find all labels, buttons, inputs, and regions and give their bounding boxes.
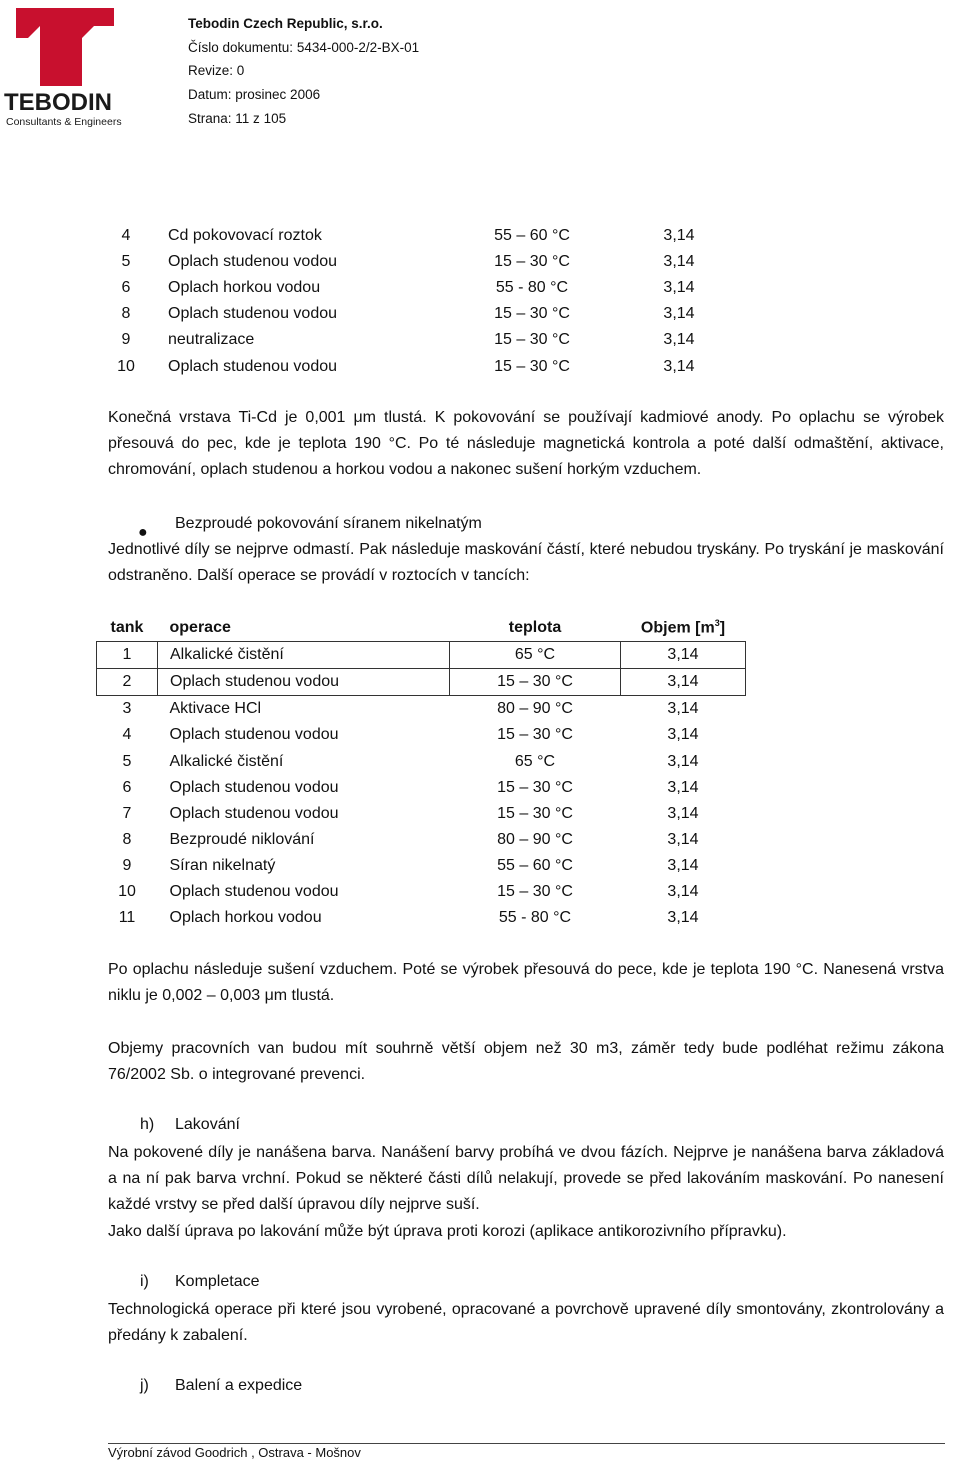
cell-operation: Cd pokovovací roztok [168,227,322,245]
cell-temperature: 55 – 60 °C [497,856,573,874]
cell-tank: 6 [122,778,132,796]
cell-operation: Oplach studenou vodou [169,804,339,822]
cell-tank: 8 [122,830,132,848]
section-i-number: i) [140,1273,149,1290]
cell-tank: 2 [97,669,158,696]
paragraph-painting: Na pokovené díly je nanášena barva. Nanášení barvy probíhá ve dvou fázích. Nejprve je nanášena barva základová a na ní pak barva vrchní. Pokud se některé části dílů nelakují, provede se před lakováním maskování. Po nanesení každé vrstvy se před další úpravou díly nejprve suší. [108,1144,944,1214]
paragraph-assembly: Technologická operace při které jsou vyrobené, opracované a povrchově upravené díly smontovány, zkontrolovány a předány k zabalení. [108,1301,944,1345]
logo-name: TEBODIN [4,89,112,116]
cell-volume: 3,14 [667,830,699,848]
date-value: prosinec 2006 [235,87,321,103]
paragraph-corrosion: Jako další úprava po lakování může být úprava proti korozi (aplikace antikorozivního přípravku). [108,1223,787,1240]
cell-volume: 3,14 [667,752,699,770]
cell-volume: 3,14 [663,357,695,375]
cell-tank: 9 [122,856,132,874]
table-row [96,353,741,379]
table-row [97,879,746,905]
cell-operation: Aktivace HCl [169,700,262,718]
cell-operation: Oplach horkou vodou [168,279,321,297]
date-label: Datum: [188,87,232,103]
doc-number-label: Číslo dokumentu: [188,39,294,55]
cell-operation: Oplach studenou vodou [158,669,450,696]
table-row [96,275,741,301]
cell-tank: 4 [121,227,131,245]
col-header-tank: tank [110,619,144,637]
revision-label: Revize: [188,63,234,79]
process-table-nickel [96,615,746,931]
cell-temperature: 15 – 30 °C [497,882,573,900]
table-row [97,748,746,774]
cell-temperature: 15 – 30 °C [494,357,570,375]
table-row [96,301,741,327]
table-row [96,249,741,275]
cell-tank: 1 [97,642,158,669]
cell-volume: 3,14 [667,726,699,744]
bullet-icon: ● [138,524,148,541]
page-line [188,107,419,131]
cell-volume: 3,14 [663,253,695,271]
company-name: Tebodin Czech Republic, s.r.o. [188,16,383,31]
revision-line [188,59,419,83]
page-value: 11 z 105 [235,110,287,126]
cell-temperature: 65 °C [514,752,556,770]
cell-volume: 3,14 [667,804,699,822]
cell-temperature: 65 °C [450,642,621,669]
col-header-temperature: teplota [508,619,562,637]
cell-tank: 9 [121,331,131,349]
cell-operation: Oplach studenou vodou [169,726,339,744]
cell-temperature: 15 – 30 °C [450,669,621,696]
doc-number-value: 5434-000-2/2-BX-01 [296,39,420,55]
section-j-number: j) [140,1377,149,1394]
paragraph-volumes: Objemy pracovních van budou mít souhrně větší objem než 30 m3, záměr tedy bude podléhat režimu zákona 76/2002 Sb. o integrované prevenci. [108,1040,944,1084]
table-row [97,669,746,696]
cell-operation: Síran nikelnatý [169,856,276,874]
cell-operation: Bezproudé niklování [169,830,315,848]
logo-tagline: Consultants & Engineers [6,116,122,128]
cell-temperature: 55 - 80 °C [498,909,572,927]
paragraph-drying: Po oplachu následuje sušení vzduchem. Poté se výrobek přesouvá do pece, kde je teplota 190 °C. Nanesená vrstva niklu je 0,002 – 0,003 μm tlustá. [108,961,944,1005]
page-label: Strana: [188,110,232,126]
bullet-nickel-plating: Bezproudé pokovování síranem nikelnatým [175,515,482,532]
cell-operation: Oplach studenou vodou [169,778,339,796]
cell-tank: 4 [122,726,132,744]
cell-operation: Oplach studenou vodou [168,357,338,375]
cell-volume: 3,14 [667,882,699,900]
cell-temperature: 15 – 30 °C [497,804,573,822]
section-h-title: Lakování [175,1116,240,1133]
doc-number-line [188,36,419,60]
footer-text: Výrobní závod Goodrich , Ostrava - Mošnov [108,1445,361,1460]
cell-tank: 6 [121,279,131,297]
paragraph-cadmium-layer: Konečná vrstava Ti-Cd je 0,001 μm tlustá. K pokovování se používají kadmiové anody. Po oplachu se výrobek přesouvá do pec, kde je teplota 190 °C. Po té následuje magnetická kontrola a poté další odmaštění, aktivace, chromování, oplach studenou a horkou vodou a nakonec sušení horkým vzduchem. [108,409,944,479]
cell-tank: 3 [122,700,132,718]
cell-temperature: 55 - 80 °C [495,279,569,297]
cell-temperature: 15 – 30 °C [494,331,570,349]
process-table-cadmium [96,223,741,380]
table-row [97,801,746,827]
table-row [97,827,746,853]
cell-operation: Oplach studenou vodou [168,253,338,271]
cell-temperature: 15 – 30 °C [494,305,570,323]
cell-volume: 3,14 [663,227,695,245]
cell-temperature: 15 – 30 °C [497,726,573,744]
cell-volume: 3,14 [621,642,746,669]
revision-value: 0 [236,63,245,79]
section-i-title: Kompletace [175,1273,260,1290]
cell-volume: 3,14 [667,909,699,927]
col-header-operation: operace [169,619,231,637]
cell-volume: 3,14 [667,778,699,796]
cell-tank: 10 [117,357,135,375]
cell-temperature: 80 – 90 °C [497,830,573,848]
cell-volume: 3,14 [621,669,746,696]
cell-volume: 3,14 [663,331,695,349]
document-header [188,12,419,131]
date-line [188,83,419,107]
paragraph-nickel-intro: Jednotlivé díly se nejprve odmastí. Pak následuje maskování částí, které nebudou tryskány. Po tryskání je maskování odstraněno. Další operace se provádí v roztocích v tancích: [108,541,944,585]
cell-volume: 3,14 [667,856,699,874]
cell-tank: 8 [121,305,131,323]
cell-operation: Alkalické čistění [169,752,284,770]
cell-operation: Oplach studenou vodou [168,305,338,323]
cell-temperature: 15 – 30 °C [497,778,573,796]
cell-tank: 5 [121,253,131,271]
table-row [97,642,746,669]
cell-temperature: 55 – 60 °C [494,227,570,245]
cell-temperature: 15 – 30 °C [494,253,570,271]
cell-tank: 10 [118,882,136,900]
tebodin-logo [2,4,154,128]
table-row [97,775,746,801]
table-row [97,905,746,931]
section-h-number: h) [140,1116,155,1133]
cell-volume: 3,14 [667,700,699,718]
section-j-title: Balení a expedice [175,1377,303,1394]
footer-divider [108,1443,945,1444]
cell-temperature: 80 – 90 °C [497,700,573,718]
table-header-row [97,615,746,642]
cell-operation: Oplach studenou vodou [169,882,339,900]
cell-operation: Alkalické čistění [158,642,450,669]
table-row [97,696,746,723]
cell-volume: 3,14 [663,305,695,323]
cell-tank: 11 [118,909,136,927]
table-row [97,853,746,879]
col-header-volume: Objem $[m^3]$ [640,618,726,637]
table-row [96,327,741,353]
table-row [96,223,741,249]
cell-operation: neutralizace [168,331,255,349]
table-row [97,722,746,748]
cell-tank: 5 [122,752,132,770]
cell-volume: 3,14 [663,279,695,297]
cell-tank: 7 [122,804,132,822]
cell-operation: Oplach horkou vodou [169,909,322,927]
